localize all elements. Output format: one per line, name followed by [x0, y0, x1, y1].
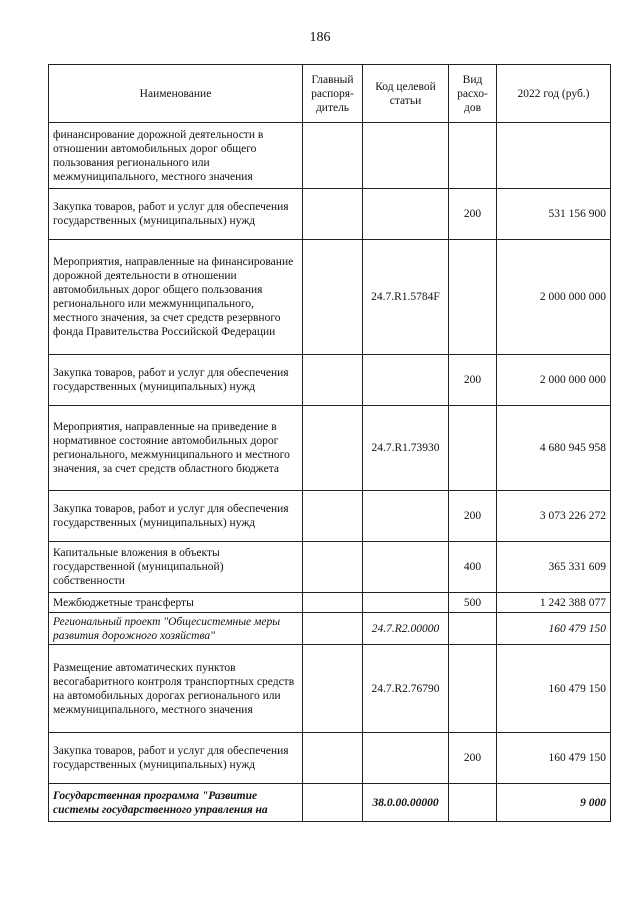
cell-amount: 9 000 — [497, 784, 611, 822]
header-main-manager: Главный распоря-дитель — [303, 65, 363, 123]
cell-name: Мероприятия, направленные на приведение в нормативное состояние автомобильных дорог регионального, межмуниципального и местного значения, за счет средств областного бюджета — [49, 406, 303, 491]
table-row — [49, 542, 611, 593]
table-row — [49, 613, 611, 645]
page-number: 186 — [309, 30, 331, 45]
cell-name: Закупка товаров, работ и услуг для обеспечения государственных (муниципальных) нужд — [49, 733, 303, 784]
header-amount: 2022 год (руб.) — [497, 65, 611, 123]
cell-amount: 1 242 388 077 — [497, 593, 611, 613]
table-row — [49, 406, 611, 491]
cell-main-manager — [303, 733, 363, 784]
cell-main-manager — [303, 613, 363, 645]
cell-target-code — [363, 123, 449, 189]
cell-target-code: 24.7.R1.73930 — [363, 406, 449, 491]
cell-expense-type — [449, 406, 497, 491]
cell-amount: 4 680 945 958 — [497, 406, 611, 491]
cell-target-code — [363, 542, 449, 593]
cell-expense-type: 200 — [449, 733, 497, 784]
cell-name: Государственная программа "Развитие системы государственного управления на — [49, 784, 303, 822]
cell-main-manager — [303, 645, 363, 733]
cell-name: Закупка товаров, работ и услуг для обеспечения государственных (муниципальных) нужд — [49, 189, 303, 240]
cell-target-code — [363, 491, 449, 542]
cell-amount: 160 479 150 — [497, 733, 611, 784]
cell-expense-type — [449, 784, 497, 822]
table-row — [49, 784, 611, 822]
cell-target-code — [363, 593, 449, 613]
cell-name: Размещение автоматических пунктов весогабаритного контроля транспортных средств на автомобильных дорогах регионального или межмуниципального, местного значения — [49, 645, 303, 733]
header-name: Наименование — [49, 65, 303, 123]
cell-expense-type — [449, 645, 497, 733]
table-row — [49, 733, 611, 784]
cell-main-manager — [303, 491, 363, 542]
cell-name: Закупка товаров, работ и услуг для обеспечения государственных (муниципальных) нужд — [49, 491, 303, 542]
cell-expense-type: 200 — [449, 491, 497, 542]
cell-amount: 2 000 000 000 — [497, 240, 611, 355]
cell-amount — [497, 123, 611, 189]
cell-name: Региональный проект "Общесистемные меры развития дорожного хозяйства" — [49, 613, 303, 645]
cell-main-manager — [303, 189, 363, 240]
cell-amount: 3 073 226 272 — [497, 491, 611, 542]
budget-table — [48, 64, 611, 822]
cell-name: Капитальные вложения в объекты государственной (муниципальной) собственности — [49, 542, 303, 593]
cell-main-manager — [303, 542, 363, 593]
table-row — [49, 123, 611, 189]
cell-main-manager — [303, 406, 363, 491]
table-header-row — [49, 65, 611, 123]
cell-expense-type — [449, 240, 497, 355]
cell-amount: 2 000 000 000 — [497, 355, 611, 406]
table-row — [49, 593, 611, 613]
table-row — [49, 355, 611, 406]
cell-name: Межбюджетные трансферты — [49, 593, 303, 613]
table-row — [49, 240, 611, 355]
cell-name: Закупка товаров, работ и услуг для обеспечения государственных (муниципальных) нужд — [49, 355, 303, 406]
cell-expense-type: 400 — [449, 542, 497, 593]
cell-main-manager — [303, 784, 363, 822]
cell-amount: 365 331 609 — [497, 542, 611, 593]
table-body — [49, 123, 611, 822]
cell-expense-type: 500 — [449, 593, 497, 613]
cell-target-code: 24.7.R2.00000 — [363, 613, 449, 645]
cell-main-manager — [303, 123, 363, 189]
table-row — [49, 645, 611, 733]
cell-target-code — [363, 733, 449, 784]
cell-name: финансирование дорожной деятельности в отношении автомобильных дорог общего пользования регионального или межмуниципального, местного значения — [49, 123, 303, 189]
cell-target-code: 24.7.R1.5784F — [363, 240, 449, 355]
cell-expense-type: 200 — [449, 355, 497, 406]
cell-amount: 160 479 150 — [497, 613, 611, 645]
cell-name: Мероприятия, направленные на финансирование дорожной деятельности в отношении автомобильных дорог общего пользования регионального или межмуниципального, местного значения, за счет средств резервного фонда Правительства Российской Федерации — [49, 240, 303, 355]
header-target-code: Код целевой статьи — [363, 65, 449, 123]
header-expense-type: Вид расхо-дов — [449, 65, 497, 123]
table-row — [49, 189, 611, 240]
cell-amount: 531 156 900 — [497, 189, 611, 240]
cell-expense-type — [449, 613, 497, 645]
table-row — [49, 491, 611, 542]
cell-main-manager — [303, 593, 363, 613]
cell-target-code: 24.7.R2.76790 — [363, 645, 449, 733]
cell-main-manager — [303, 355, 363, 406]
cell-amount: 160 479 150 — [497, 645, 611, 733]
cell-target-code — [363, 189, 449, 240]
cell-target-code — [363, 355, 449, 406]
cell-expense-type — [449, 123, 497, 189]
cell-target-code: 38.0.00.00000 — [363, 784, 449, 822]
cell-expense-type: 200 — [449, 189, 497, 240]
cell-main-manager — [303, 240, 363, 355]
